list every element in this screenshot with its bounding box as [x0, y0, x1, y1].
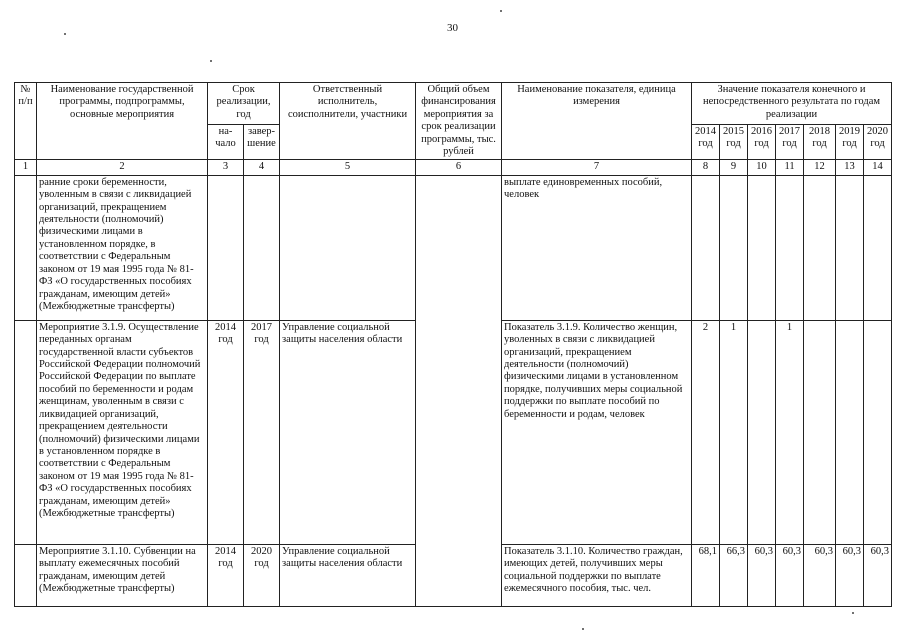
row-value-2017: 1: [776, 320, 804, 544]
header-funding: Общий объем финансирования мероприятия за срок реализации программы, тыс. рублей: [416, 83, 502, 160]
row-value-2014: [692, 175, 720, 320]
header-year-2020: 2020 год: [864, 124, 892, 159]
row-value-2020: 60,3: [864, 544, 892, 606]
scan-speck: [64, 33, 66, 35]
column-number: 4: [244, 160, 280, 175]
row-value-2017: 60,3: [776, 544, 804, 606]
row-value-2016: 60,3: [748, 544, 776, 606]
program-table: [14, 82, 892, 607]
column-number: 11: [776, 160, 804, 175]
row-funding: [416, 175, 502, 606]
row-executor: Управление социальной защиты населения области: [280, 320, 416, 544]
table-row: [15, 175, 892, 320]
row-value-2018: 60,3: [804, 544, 836, 606]
header-year-2017: 2017 год: [776, 124, 804, 159]
header-year-2014: 2014 год: [692, 124, 720, 159]
header-executor: Ответственный исполнитель, соисполнители, участники: [280, 83, 416, 160]
row-value-2016: [748, 175, 776, 320]
header-year-2016: 2016 год: [748, 124, 776, 159]
column-number: 7: [502, 160, 692, 175]
column-number: 9: [720, 160, 748, 175]
column-number: 14: [864, 160, 892, 175]
row-num: [15, 175, 37, 320]
row-value-2020: [864, 320, 892, 544]
scan-speck: [852, 612, 854, 614]
row-value-2019: [836, 320, 864, 544]
header-indicator: Наименование показателя, единица измерения: [502, 83, 692, 160]
row-start: 2014 год: [208, 544, 244, 606]
column-number: 1: [15, 160, 37, 175]
row-num: [15, 320, 37, 544]
row-end: [244, 175, 280, 320]
row-program-name: Мероприятие 3.1.9. Осуществление переданных органам государственной власти субъектов Российской Федерации полномочий Российской Федерации по выплате пособий по беременности и родам женщинам, уволенным в связи с ликвидацией организаций, прекращением деятельности (полномочий) физическими лицами в установленном порядке в соответствии с Федеральным законом от 19 мая 1995 года № 81-ФЗ «О государственных пособиях гражданам, имеющим детей» (Межбюджетные трансферты): [37, 320, 208, 544]
page-number: 30: [447, 22, 458, 34]
scan-speck: [582, 628, 584, 630]
scan-speck: [500, 10, 502, 12]
row-start: [208, 175, 244, 320]
header-period: Срок реализации, год: [208, 83, 280, 125]
row-value-2017: [776, 175, 804, 320]
row-value-2015: 66,3: [720, 544, 748, 606]
row-value-2015: 1: [720, 320, 748, 544]
row-start: 2014 год: [208, 320, 244, 544]
column-number: 6: [416, 160, 502, 175]
row-indicator: выплате единовременных пособий, человек: [502, 175, 692, 320]
row-value-2018: [804, 320, 836, 544]
row-value-2020: [864, 175, 892, 320]
column-number: 3: [208, 160, 244, 175]
header-num: № п/п: [15, 83, 37, 160]
header-year-2018: 2018 год: [804, 124, 836, 159]
row-value-2019: 60,3: [836, 544, 864, 606]
header-year-2019: 2019 год: [836, 124, 864, 159]
row-value-2015: [720, 175, 748, 320]
column-number: 8: [692, 160, 720, 175]
column-number: 5: [280, 160, 416, 175]
column-number-row: [15, 160, 892, 175]
row-executor: [280, 175, 416, 320]
row-num: [15, 544, 37, 606]
header-start: на- чало: [208, 124, 244, 159]
row-value-2019: [836, 175, 864, 320]
column-number: 13: [836, 160, 864, 175]
header-year-2015: 2015 год: [720, 124, 748, 159]
column-number: 2: [37, 160, 208, 175]
row-value-2014: 68,1: [692, 544, 720, 606]
column-number: 10: [748, 160, 776, 175]
row-indicator: Показатель 3.1.9. Количество женщин, уволенных в связи с ликвидацией организаций, прекращением деятельности (полномочий) физическими лицами в установленном порядке, получивших меры социальной поддержки по выплате пособий по беременности и родам, человек: [502, 320, 692, 544]
row-executor: Управление социальной защиты населения области: [280, 544, 416, 606]
row-program-name: Мероприятие 3.1.10. Субвенции на выплату ежемесячных пособий гражданам, имеющим детей (Межбюджетные трансферты): [37, 544, 208, 606]
row-end: 2020 год: [244, 544, 280, 606]
row-value-2014: 2: [692, 320, 720, 544]
row-value-2018: [804, 175, 836, 320]
header-end: завер- шение: [244, 124, 280, 159]
header-program-name: Наименование государственной программы, подпрограммы, основные мероприятия: [37, 83, 208, 160]
row-end: 2017 год: [244, 320, 280, 544]
row-value-2016: [748, 320, 776, 544]
row-program-name: ранние сроки беременности, уволенным в связи с ликвидацией организаций, прекращением деятельности (полномочий) физическими лицами в установленном порядке, в соответствии с Федеральным законом от 19 мая 1995 года № 81-ФЗ «О государственных пособиях гражданам, имеющим детей» (Межбюджетные трансферты): [37, 175, 208, 320]
column-number: 12: [804, 160, 836, 175]
scan-speck: [210, 60, 212, 62]
row-indicator: Показатель 3.1.10. Количество граждан, имеющих детей, получивших меры социальной поддержки по выплате ежемесячного пособия, тыс. чел.: [502, 544, 692, 606]
header-values-group: Значение показателя конечного и непосредственного результата по годам реализации: [692, 83, 892, 125]
